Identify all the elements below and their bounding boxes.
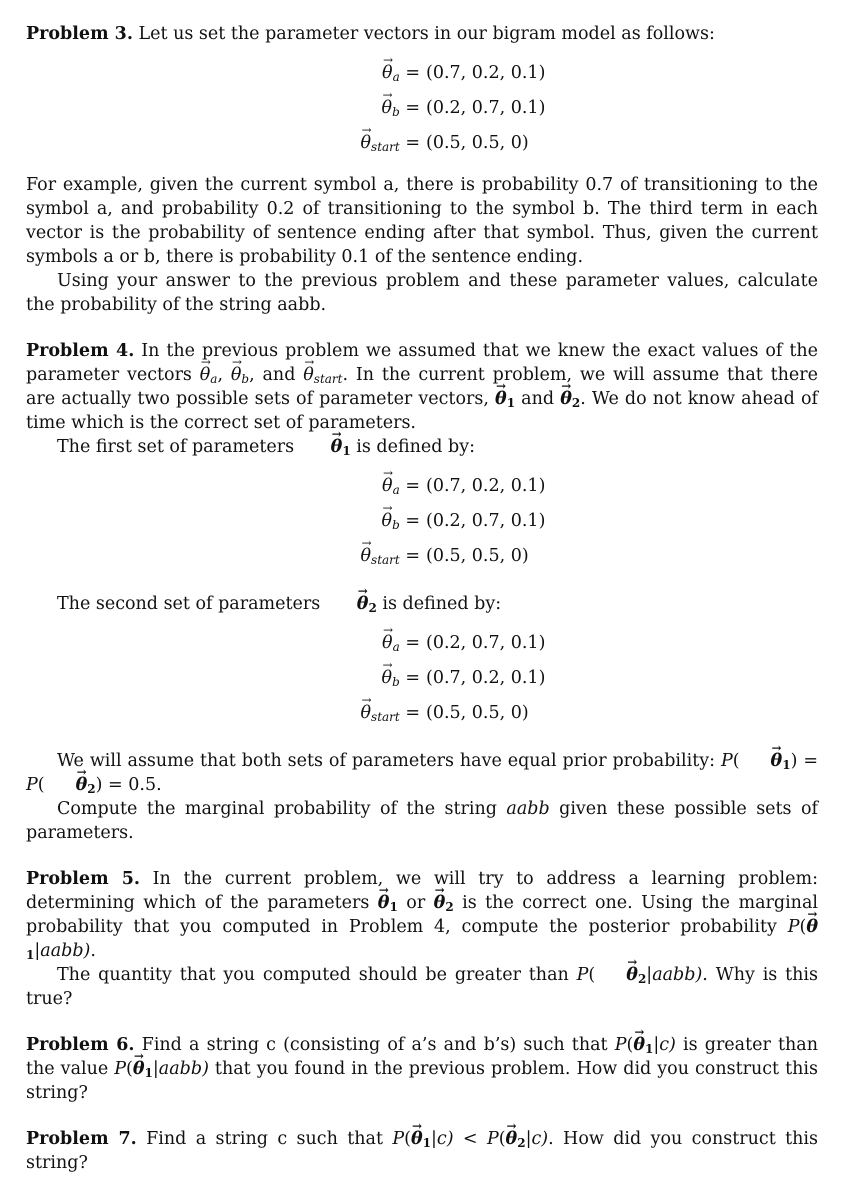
problem-4-heading: Problem 4. (26, 341, 135, 361)
problem-4-intro: Problem 4. In the previous problem we assumed that we knew the exact values of the parameter vectors → $\theta_a$, → $\theta_b$, and → $\theta_{start}$. In the current problem, we will assume that there are actually two possible sets of parameter vectors, → $\theta_1$ and → $\theta_2$. We do not know ahead of time which is the correct set of parameters. (26, 339, 818, 435)
problem-5-question: The quantity that you computed should be greater than $P(\to \theta_2|aabb)$. Why is this true? (26, 963, 818, 1011)
equation-row: → $\theta_b$ = (0.2, 0.7, 0.1) (26, 504, 818, 539)
parameter-set-2 (26, 626, 818, 731)
problem-5 (26, 867, 818, 1011)
parameter-set-1 (26, 469, 818, 574)
problem-6 (26, 1033, 818, 1105)
problem-3 (26, 22, 818, 317)
problem-7-text: Problem 7. Find a string c such that $P(\to \theta_1|c) < P(\to \theta_2|c)$. How did you construct this string? (26, 1127, 818, 1175)
problem-6-heading: Problem 6. (26, 1035, 135, 1055)
problem-5-heading: Problem 5. (26, 869, 141, 889)
problem-5-text: Problem 5. In the current problem, we will try to address a learning problem: determining which of the parameters → $\theta_1$ or → $\theta_2$ is the correct one. Using the marginal probability that you computed in Problem 4, compute the posterior probability $P(\to \theta_1|aabb)$. (26, 867, 818, 963)
equation-row: → $\theta_{start}$ = (0.5, 0.5, 0) (26, 696, 818, 731)
problem-4-first-set: The first set of parameters → $\theta_1$ is defined by: (26, 435, 818, 459)
problem-4-prior: We will assume that both sets of parameters have equal prior probability: $P(\to \theta_1) = P(\to \theta_2) = 0.5$. (26, 749, 818, 797)
problem-3-intro: Problem 3. Let us set the parameter vectors in our bigram model as follows: (26, 24, 715, 44)
problem-7-heading: Problem 7. (26, 1129, 137, 1149)
equation-row: → $\theta_b$ = (0.2, 0.7, 0.1) (26, 91, 818, 126)
equation-row: → $\theta_a$ = (0.2, 0.7, 0.1) (26, 626, 818, 661)
problem-4-task: Compute the marginal probability of the string aabb given these possible sets of parameters. (26, 799, 818, 843)
problem-4 (26, 339, 818, 845)
equation-row: → $\theta_{start}$ = (0.5, 0.5, 0) (26, 126, 818, 161)
problem-3-task: Using your answer to the previous problem and these parameter values, calculate the probability of the string aabb. (26, 271, 818, 315)
problem-3-equations (26, 56, 818, 161)
equation-row: → $\theta_a$ = (0.7, 0.2, 0.1) (26, 469, 818, 504)
equation-row: → $\theta_{start}$ = (0.5, 0.5, 0) (26, 539, 818, 574)
problem-3-heading: Problem 3. (26, 24, 133, 44)
problem-7 (26, 1127, 818, 1175)
problem-4-second-set: The second set of parameters → $\theta_2$ is defined by: (26, 592, 818, 616)
problem-3-explanation: For example, given the current symbol a, there is probability 0.7 of transitioning to the symbol a, and probability 0.2 of transitioning to the symbol b. The third term in each vector is the probability of sentence ending after that symbol. Thus, given the current symbols a or b, there is probability 0.1 of the sentence ending. (26, 175, 818, 267)
equation-row: → $\theta_a$ = (0.7, 0.2, 0.1) (26, 56, 818, 91)
equation-row: → $\theta_b$ = (0.7, 0.2, 0.1) (26, 661, 818, 696)
problem-6-text: Problem 6. Find a string c (consisting of a’s and b’s) such that $P(\to \theta_1|c)$ is greater than the value $P(\to \theta_1|aabb)$ that you found in the previous problem. How did you construct this string? (26, 1033, 818, 1105)
document-page (26, 22, 818, 1197)
